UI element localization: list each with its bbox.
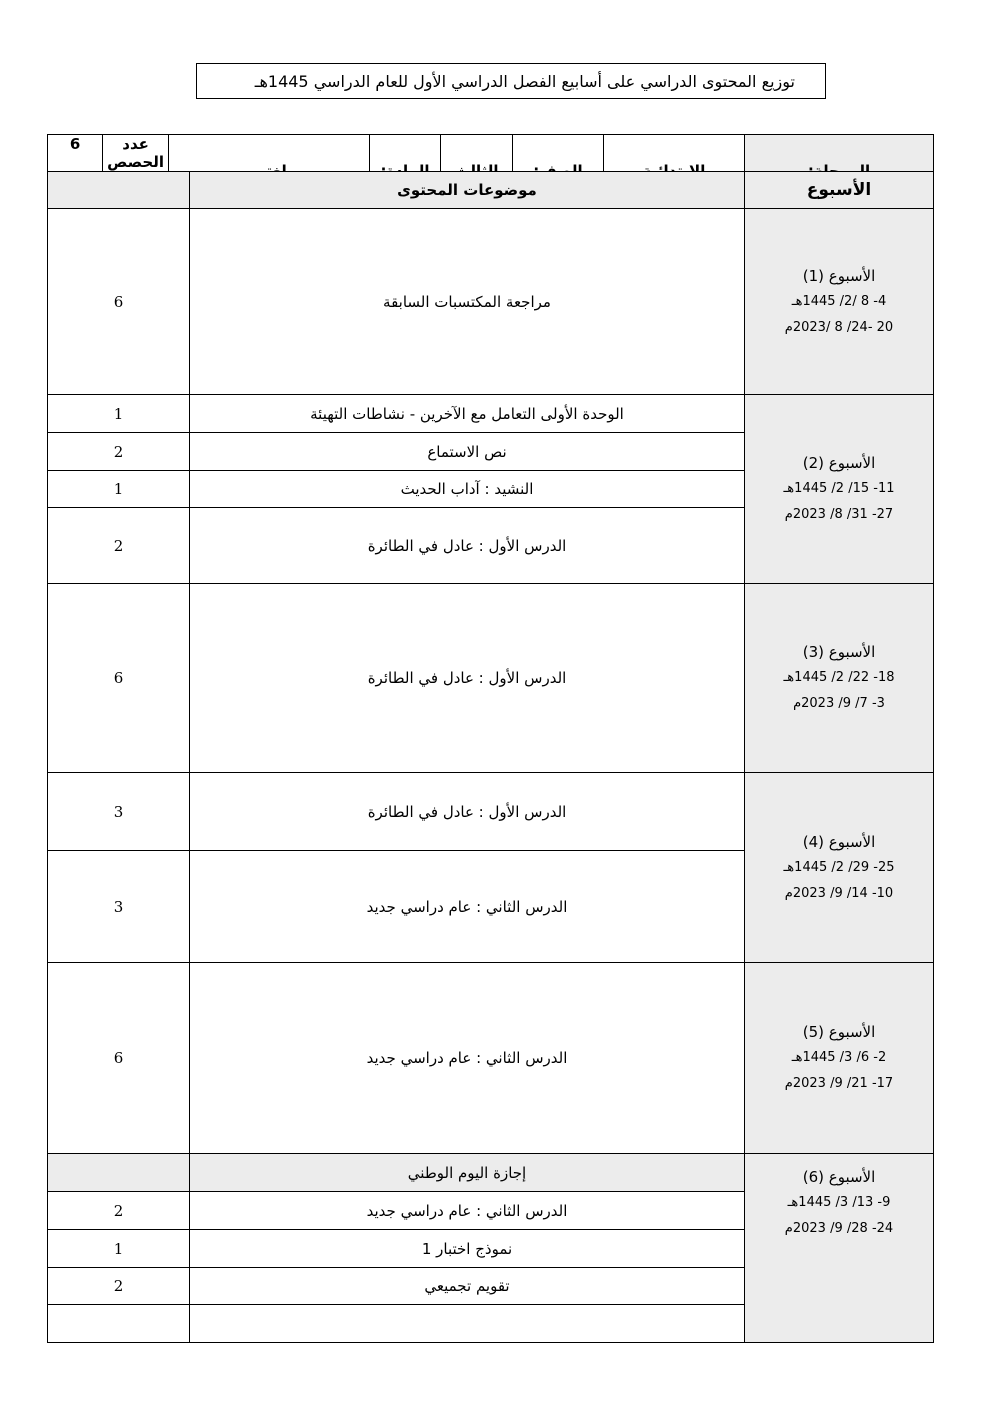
week-4-topic-2: الدرس الثاني : عام دراسي جديد — [190, 851, 745, 963]
week-4-topic-1: الدرس الأول : عادل في الطائرة — [190, 773, 745, 851]
week-5-greg: 17- 21/ 9/ 2023م — [784, 1076, 894, 1091]
week-6-cell — [745, 1154, 934, 1343]
week-6-count-2: 1 — [48, 1230, 190, 1268]
week-4-greg: 10- 14/ 9/ 2023م — [784, 885, 894, 901]
week-5-label: الأسبوع (5) — [802, 1023, 876, 1041]
week-4-count-1: 3 — [48, 773, 190, 851]
week-2-hijri: 11- 15/ 2/ 1445هـ — [783, 481, 895, 496]
week-6-count-3: 2 — [48, 1268, 190, 1305]
week-6-empty-count — [48, 1305, 190, 1343]
week-3-greg: 3- 7/ 9/ 2023م — [793, 696, 885, 711]
week-2-count-4: 2 — [48, 508, 190, 584]
week-2-count-2: 2 — [48, 433, 190, 471]
week-5-hijri: 2- 6/ 3/ 1445هـ — [791, 1050, 887, 1065]
week-2-label: الأسبوع (2) — [802, 454, 876, 472]
week-1-topic-1: مراجعة المكتسبات السابقة — [190, 209, 745, 395]
week-6-label: الأسبوع (6) — [802, 1168, 876, 1186]
week-2-topic-2: نص الاستماع — [190, 433, 745, 471]
week-3-topic-1: الدرس الأول : عادل في الطائرة — [190, 584, 745, 773]
week-1-count-1: 6 — [48, 209, 190, 395]
week-6-hijri: 9- 13/ 3/ 1445هـ — [787, 1195, 891, 1210]
week-1-cell — [745, 209, 934, 395]
week-6-count-1: 2 — [48, 1192, 190, 1230]
week-4-cell — [745, 773, 934, 963]
page-title: توزيع المحتوى الدراسي على أسابيع الفصل الدراسي الأول للعام الدراسي 1445هـ — [196, 63, 826, 99]
week-2-topic-1: الوحدة الأولى التعامل مع الآخرين - نشاطات التهيئة — [190, 395, 745, 433]
week-6-topic-3: تقويم تجميعي — [190, 1268, 745, 1305]
week-1-greg: 20 -24/ 8 /2023م — [784, 319, 894, 335]
week-6-topic-2: نموذج اختبار 1 — [190, 1230, 745, 1268]
week-6-greg: 24- 28/ 9/ 2023م — [784, 1221, 894, 1236]
week-4-count-2: 3 — [48, 851, 190, 963]
week-3-hijri: 18- 22/ 2/ 1445هـ — [783, 670, 895, 685]
week-5-cell — [745, 963, 934, 1154]
week-4-hijri: 25- 29/ 2/ 1445هـ — [783, 859, 895, 875]
periods-label-text: عدد الحصص — [102, 135, 168, 207]
week-6-topic-1: الدرس الثاني : عام دراسي جديد — [190, 1192, 745, 1230]
week-2-greg: 27- 31/ 8/ 2023م — [784, 507, 894, 522]
week-2-count-3: 1 — [48, 471, 190, 508]
week-3-count-1: 6 — [48, 584, 190, 773]
periods-value: 6 — [69, 135, 81, 153]
topics-column-header: موضوعات المحتوى — [190, 172, 745, 209]
week-2-topic-3: النشيد : آداب الحديث — [190, 471, 745, 508]
week-2-topic-4: الدرس الأول : عادل في الطائرة — [190, 508, 745, 584]
count-column-header — [48, 172, 190, 209]
week-6-holiday: إجازة اليوم الوطني — [190, 1154, 745, 1192]
week-6-empty-topic — [190, 1305, 745, 1343]
week-3-cell — [745, 584, 934, 773]
week-5-count-1: 6 — [48, 963, 190, 1154]
week-6-holiday-count — [48, 1154, 190, 1192]
week-3-label: الأسبوع (3) — [802, 643, 876, 661]
week-1-label: الأسبوع (1) — [802, 266, 876, 285]
week-4-label: الأسبوع (4) — [802, 832, 876, 851]
week-column-header: الأسبوع — [745, 172, 934, 209]
content-table — [47, 171, 934, 1343]
week-2-cell — [745, 395, 934, 584]
week-1-hijri: 4- 8 /2/ 1445هـ — [791, 293, 887, 309]
week-5-topic-1: الدرس الثاني : عام دراسي جديد — [190, 963, 745, 1154]
week-2-count-1: 1 — [48, 395, 190, 433]
